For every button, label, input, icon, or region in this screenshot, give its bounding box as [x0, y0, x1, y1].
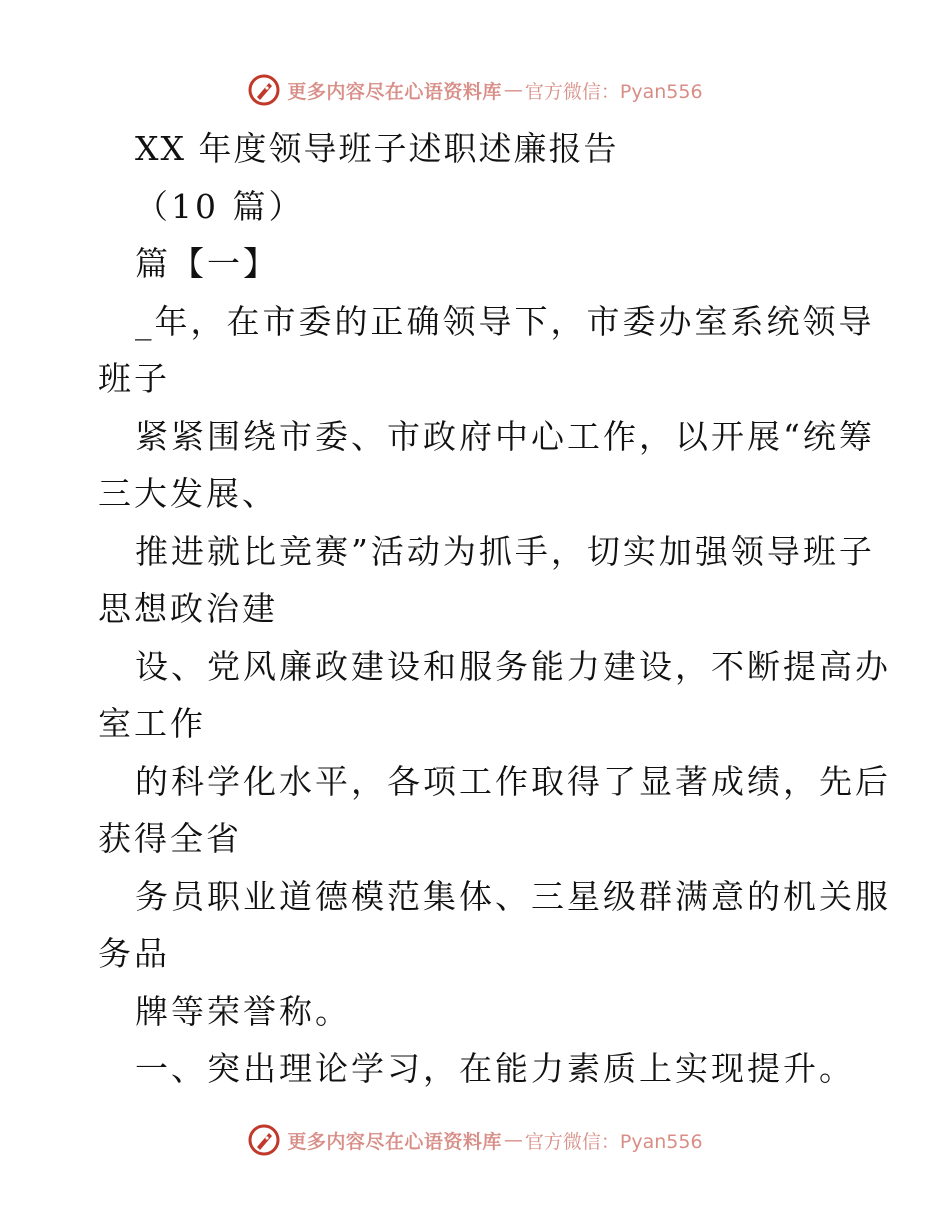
banner-main-text: 更多内容尽在心语资料库: [287, 80, 502, 103]
paragraph-line: 室工作: [98, 704, 206, 743]
paragraph-line: 紧紧围绕市委、市政府中心工作，以开展“统筹: [135, 416, 875, 456]
paragraph-line: 推进就比竞赛”活动为抓手，切实加强领导班子: [135, 531, 875, 571]
paragraph-line: 务员职业道德模范集体、三星级群满意的机关服: [135, 876, 891, 916]
document-title: XX 年度领导班子述职述廉报告: [135, 129, 619, 168]
paragraph-line: 获得全省: [98, 819, 242, 858]
paragraph-line: _年，在市委的正确领导下，市委办室系统领导: [135, 301, 875, 341]
document-body: [98, 120, 891, 1098]
paragraph-line: 的科学化水平，各项工作取得了显著成绩，先后: [135, 761, 891, 801]
header-banner: [0, 70, 950, 110]
paragraph-line: 班子: [98, 359, 170, 398]
banner-wechat-text: 官方微信：Pyan556: [524, 80, 703, 103]
banner-main-text: 更多内容尽在心语资料库: [287, 1130, 502, 1153]
paragraph-line: 设、党风廉政建设和服务能力建设，不断提高办: [135, 646, 891, 686]
footer-banner: [0, 1120, 950, 1160]
banner-wechat-text: 官方微信：Pyan556: [524, 1130, 703, 1153]
pen-nib-circle-icon: [247, 73, 281, 107]
paragraph-line: 务品: [98, 934, 170, 973]
document-subtitle: （10 篇）: [135, 186, 305, 226]
pen-nib-circle-icon: [247, 1123, 281, 1157]
section-heading: 篇【一】: [135, 244, 279, 283]
paragraph-line: 思想政治建: [98, 589, 278, 628]
paragraph-line: 牌等荣誉称。: [135, 991, 351, 1031]
section-subheading: 一、突出理论学习，在能力素质上实现提升。: [135, 1049, 855, 1088]
paragraph-line: 三大发展、: [98, 474, 278, 513]
banner-separator: —: [503, 79, 523, 101]
banner-separator: —: [503, 1129, 523, 1151]
